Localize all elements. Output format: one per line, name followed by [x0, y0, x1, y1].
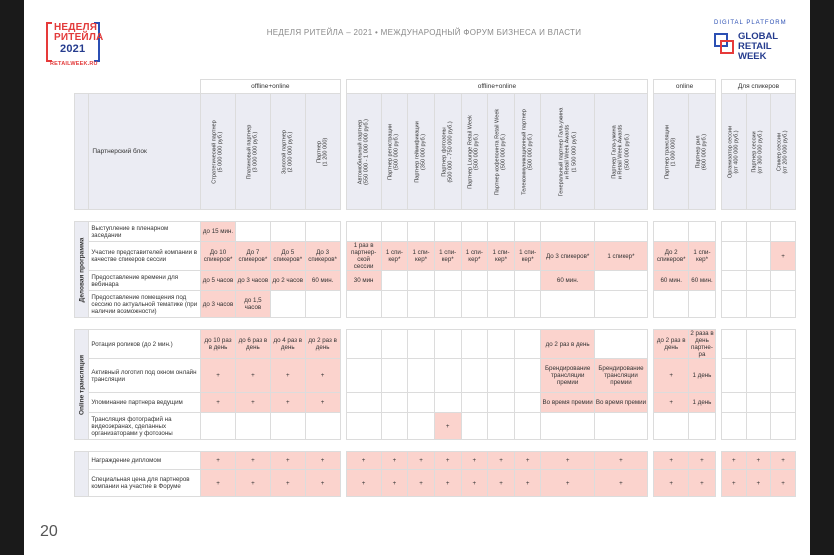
table-cell — [461, 271, 488, 291]
table-cell — [746, 393, 771, 413]
table-row — [75, 271, 796, 291]
table-cell — [594, 413, 647, 440]
page-number: 20 — [40, 523, 58, 540]
table-cell — [541, 222, 594, 242]
table-cell: + — [654, 452, 689, 470]
table-cell — [514, 393, 541, 413]
group-header: offline+online — [201, 80, 340, 94]
column-header-label: Партнер трансляции (1 000 000) — [664, 124, 678, 179]
table-cell: + — [514, 470, 541, 497]
column-header-label: Партнер Lounge Retail Week (500 000 руб.) — [468, 114, 481, 189]
logo-word-3: WEEK — [738, 51, 767, 62]
group-header: Для спикеров — [721, 80, 795, 94]
table-cell — [381, 359, 408, 393]
column-header — [721, 94, 746, 210]
table-cell: 60 мин. — [654, 271, 689, 291]
table-cell: + — [434, 470, 461, 497]
table-cell: 30 мин — [346, 271, 381, 291]
row-label: Упоминание партнера ведущим — [89, 393, 201, 413]
table-cell: До 10 спикеров* — [201, 242, 236, 271]
brochure-page — [24, 0, 810, 555]
column-header — [434, 94, 461, 210]
table-cell — [346, 393, 381, 413]
table-cell — [746, 242, 771, 271]
table-cell — [746, 413, 771, 440]
table-cell: 1 спи-кер* — [434, 242, 461, 271]
table-cell: 60 мин. — [689, 271, 716, 291]
column-header — [488, 94, 515, 210]
section-gap — [75, 318, 796, 330]
table-cell — [346, 359, 381, 393]
table-cell: + — [408, 470, 435, 497]
table-cell — [654, 291, 689, 318]
table-cell — [408, 393, 435, 413]
table-cell: + — [541, 452, 594, 470]
table-cell: 1 спи-кер* — [408, 242, 435, 271]
table-cell: + — [488, 470, 515, 497]
column-header — [514, 94, 541, 210]
table-cell — [514, 413, 541, 440]
table-cell: + — [434, 452, 461, 470]
table-cell — [381, 393, 408, 413]
table-cell: + — [346, 470, 381, 497]
table-cell: + — [771, 452, 796, 470]
table-cell: + — [541, 470, 594, 497]
table-cell: + — [746, 452, 771, 470]
table-cell: + — [461, 452, 488, 470]
column-header-label: Телекоммуникационный партнер (500 000 руб.) — [521, 108, 534, 195]
table-cell: до 5 часов — [201, 271, 236, 291]
table-cell — [689, 413, 716, 440]
table-cell — [689, 222, 716, 242]
table-cell: + — [381, 470, 408, 497]
table-cell: Во время премии — [594, 393, 647, 413]
table-cell: + — [408, 452, 435, 470]
table-cell — [488, 393, 515, 413]
table-cell: + — [654, 359, 689, 393]
table-cell — [721, 222, 746, 242]
table-row — [75, 242, 796, 271]
table-cell: + — [270, 470, 305, 497]
table-cell — [721, 393, 746, 413]
column-header — [201, 94, 236, 210]
table-cell: до 4 раз в день — [270, 330, 305, 359]
table-cell — [771, 330, 796, 359]
table-cell: 1 спи-кер* — [488, 242, 515, 271]
row-label: Выступление в пленарном заседании — [89, 222, 201, 242]
table-row — [75, 470, 796, 497]
column-header-label: Партнер (1 200 000) — [316, 137, 329, 166]
column-header — [408, 94, 435, 210]
column-header-row — [75, 94, 796, 210]
logo-word-1: GLOBAL — [738, 31, 779, 42]
section-title: Деловая программа — [78, 237, 86, 302]
section-gap-cell — [75, 210, 796, 222]
table-cell: 1 спи-кер* — [461, 242, 488, 271]
table-cell: до 10 раз в день — [201, 330, 236, 359]
table-cell — [746, 330, 771, 359]
table-cell — [721, 271, 746, 291]
table-cell — [771, 291, 796, 318]
table-cell: + — [235, 452, 270, 470]
table-row — [75, 393, 796, 413]
table-cell — [235, 222, 270, 242]
table-cell: До 5 спикеров* — [270, 242, 305, 271]
table-cell — [346, 413, 381, 440]
table-cell: до 2 раз в день — [654, 330, 689, 359]
column-header-label: Организатор сессии (от 400 000 руб.) — [727, 125, 740, 178]
table-cell — [514, 330, 541, 359]
table-cell: + — [235, 359, 270, 393]
table-cell — [305, 413, 340, 440]
table-cell — [514, 222, 541, 242]
table-cell — [514, 291, 541, 318]
logo-line-1: НЕДЕЛЯ — [54, 22, 98, 33]
table-cell: 1 спи-кер* — [689, 242, 716, 271]
table-cell — [746, 271, 771, 291]
table-cell: до 3 часов — [201, 291, 236, 318]
table-cell — [461, 359, 488, 393]
column-header — [689, 94, 716, 210]
table-row — [75, 291, 796, 318]
table-cell: 1 спикер* — [594, 242, 647, 271]
table-cell: + — [201, 359, 236, 393]
table-row — [75, 413, 796, 440]
table-cell: 1 день — [689, 393, 716, 413]
table-cell: + — [689, 470, 716, 497]
logo-frame-left — [46, 22, 52, 62]
table-cell — [201, 413, 236, 440]
table-cell: + — [270, 359, 305, 393]
table-cell — [488, 330, 515, 359]
table-cell — [488, 222, 515, 242]
table-cell: 1 спи-кер* — [514, 242, 541, 271]
global-retail-week-logo — [714, 20, 804, 76]
table-cell: До 3 спикеров* — [541, 242, 594, 271]
row-label: Ротация роликов (до 2 мин.) — [89, 330, 201, 359]
table-cell: + — [305, 470, 340, 497]
table-cell: до 2 раз в день — [305, 330, 340, 359]
row-label: Предоставление помещения под сессию по актуальной тематике (при наличии возможности) — [89, 291, 201, 318]
table-cell: + — [721, 470, 746, 497]
partnership-table — [74, 79, 796, 497]
table-cell: Во время премии — [541, 393, 594, 413]
table-cell: + — [721, 452, 746, 470]
logo-site: RETAILWEEK.RU — [50, 61, 98, 67]
table-cell: 1 спи-кер* — [381, 242, 408, 271]
table-cell: 60 мин. — [305, 271, 340, 291]
row-label: Предоставление времени для вебинара — [89, 271, 201, 291]
table-cell — [721, 359, 746, 393]
column-header — [270, 94, 305, 210]
table-cell: + — [305, 359, 340, 393]
table-row — [75, 330, 796, 359]
table-cell — [408, 330, 435, 359]
table-cell — [541, 413, 594, 440]
group-header: offline+online — [346, 80, 647, 94]
table-cell — [771, 222, 796, 242]
group-header-row — [75, 80, 796, 94]
table-cell: + — [235, 393, 270, 413]
column-header — [235, 94, 270, 210]
row-label: Специальная цена для партнеров компании на участие в Форуме — [89, 470, 201, 497]
table-row — [75, 359, 796, 393]
column-header-label: Платиновый партнер (3 000 000 руб.) — [246, 124, 259, 179]
table-cell — [771, 359, 796, 393]
table-cell — [381, 330, 408, 359]
logo-wordmark — [738, 32, 778, 62]
table-cell — [305, 291, 340, 318]
table-cell — [434, 291, 461, 318]
table-cell — [305, 222, 340, 242]
section-gap-cell — [75, 440, 796, 452]
table-cell — [346, 222, 381, 242]
table-cell: + — [434, 413, 461, 440]
platform-tag: DIGITAL PLATFORM — [714, 20, 787, 26]
table-cell — [721, 242, 746, 271]
logo-year: 2021 — [60, 43, 86, 55]
column-header — [346, 94, 381, 210]
table-cell: + — [305, 452, 340, 470]
column-header-label: Автомобильный партнер (550 000 - 1 000 000 руб.) — [357, 118, 370, 185]
column-header-label: Партнер фотозоны (500 000 - 750 000 руб.) — [441, 120, 454, 183]
table-cell — [654, 222, 689, 242]
table-cell — [270, 291, 305, 318]
column-header — [381, 94, 408, 210]
table-cell: до 2 раз в день — [541, 330, 594, 359]
table-cell — [434, 271, 461, 291]
table-cell: 2 раза в день партне-ра — [690, 330, 714, 358]
column-header-label: Партнер кофепоинта Retail Week (500 000 руб.) — [494, 108, 507, 195]
group-header: online — [654, 80, 716, 94]
table-cell: + — [201, 393, 236, 413]
table-cell: + — [771, 470, 796, 497]
table-row — [75, 452, 796, 470]
header-spacer — [75, 94, 89, 210]
logo-square-red — [720, 40, 734, 54]
table-cell — [721, 291, 746, 318]
section-title-cell — [75, 452, 89, 497]
row-label: Награждение дипломом — [89, 452, 201, 470]
section-title-cell — [75, 330, 89, 440]
table-cell — [270, 413, 305, 440]
column-header-label: Партнер сессии (от 300 000 руб.) — [752, 129, 765, 174]
table-cell — [381, 413, 408, 440]
table-cell — [541, 291, 594, 318]
table-cell — [461, 330, 488, 359]
table-cell: + — [488, 452, 515, 470]
table-cell — [488, 413, 515, 440]
table-cell — [461, 393, 488, 413]
table-cell — [594, 291, 647, 318]
table-cell: + — [654, 393, 689, 413]
table-cell: + — [235, 470, 270, 497]
corner-cell — [75, 80, 201, 94]
column-header — [594, 94, 647, 210]
table-cell — [746, 359, 771, 393]
table-cell — [746, 291, 771, 318]
table-cell: До 3 спикеров* — [305, 242, 340, 271]
column-header — [746, 94, 771, 210]
column-header-label: Генеральный партнер Гала-ужина и Retail Week Awards (1 500 000 руб.) — [558, 107, 577, 196]
table-cell: + — [594, 470, 647, 497]
table-cell: + — [654, 470, 689, 497]
table-cell — [488, 291, 515, 318]
page-header-title: НЕДЕЛЯ РИТЕЙЛА – 2021 • МЕЖДУНАРОДНЫЙ ФОРУМ БИЗНЕСА И ВЛАСТИ — [266, 28, 582, 37]
logo-word-2: RETAIL — [738, 41, 772, 52]
table-cell: + — [270, 393, 305, 413]
table-cell — [721, 330, 746, 359]
table-cell — [381, 291, 408, 318]
table-cell: + — [201, 470, 236, 497]
table-cell — [408, 271, 435, 291]
section-gap — [75, 440, 796, 452]
table-cell — [594, 271, 647, 291]
table-cell — [346, 291, 381, 318]
column-header-label: Спикер сессии (от 200 000 руб.) — [776, 129, 790, 174]
table-cell: до 15 мин. — [201, 222, 236, 242]
table-cell: 60 мин. — [541, 271, 594, 291]
section-gap — [75, 210, 796, 222]
table-cell — [771, 393, 796, 413]
column-header-label: Партнер регистрации (500 000 руб.) — [388, 123, 401, 180]
table-cell: + — [461, 470, 488, 497]
table-cell — [461, 291, 488, 318]
section-title-cell — [75, 222, 89, 318]
section-gap-cell — [75, 318, 796, 330]
column-header — [541, 94, 594, 210]
table-cell: до 3 часов — [235, 271, 270, 291]
table-cell — [270, 222, 305, 242]
column-header-label: Партнер геймификации (350 000 руб.) — [414, 120, 428, 183]
table-cell: 1 раз в партнер-ской сессии — [346, 242, 381, 271]
table-cell: + — [346, 452, 381, 470]
table-cell — [488, 271, 515, 291]
table-cell — [771, 413, 796, 440]
table-cell: Брендирование трансляции премии — [594, 359, 647, 393]
column-header — [771, 94, 796, 210]
logo-line-2: РИТЕЙЛА — [54, 32, 104, 43]
partner-block-label: Партнерский блок — [89, 94, 201, 210]
column-header-label: Партнер рил (600 000 руб.) — [695, 133, 708, 170]
table-cell — [594, 222, 647, 242]
row-label: Участие представителей компании в качестве спикеров сессии — [89, 242, 201, 271]
table-cell — [434, 393, 461, 413]
table-cell: + — [201, 452, 236, 470]
section-title: Online трансляция — [78, 354, 86, 415]
table-cell — [514, 271, 541, 291]
table-cell — [771, 271, 796, 291]
table-cell — [408, 222, 435, 242]
table-cell — [434, 359, 461, 393]
column-header — [305, 94, 340, 210]
row-label: Активный логотип под окном онлайн трансляции — [89, 359, 201, 393]
table-cell — [381, 222, 408, 242]
column-header-label: Партнер Гала-ужина и Retail Week Awards (500 000 руб.) — [611, 124, 631, 179]
table-cell — [408, 413, 435, 440]
table-cell — [461, 413, 488, 440]
table-cell: + — [305, 393, 340, 413]
column-header — [461, 94, 488, 210]
table-cell: + — [594, 452, 647, 470]
table-cell: + — [514, 452, 541, 470]
column-header — [654, 94, 689, 210]
table-cell: До 2 спикеров* — [654, 242, 689, 271]
table-cell — [235, 413, 270, 440]
table-cell: до 1,5 часов — [235, 291, 270, 318]
table-cell — [721, 413, 746, 440]
column-header-label: Золотой партнер (2 000 000 руб.) — [281, 129, 294, 174]
table-cell — [434, 330, 461, 359]
table-cell: Брендирование трансляции премии — [541, 359, 594, 393]
table-cell — [514, 359, 541, 393]
retail-week-logo — [46, 20, 114, 68]
table-cell: + — [689, 452, 716, 470]
table-cell: до 2 часов — [270, 271, 305, 291]
table-cell: + — [771, 242, 796, 271]
table-cell: До 7 спикеров* — [235, 242, 270, 271]
table-cell — [346, 330, 381, 359]
table-cell — [654, 413, 689, 440]
table-cell — [689, 291, 716, 318]
table-cell — [381, 271, 408, 291]
table-cell — [461, 222, 488, 242]
row-label: Трансляция фотографий на видеоэкранах, сделанных организаторами у фотозоны — [89, 413, 201, 440]
table-cell — [488, 359, 515, 393]
table-cell: + — [746, 470, 771, 497]
table-cell: 1 день — [689, 359, 716, 393]
table-cell — [434, 222, 461, 242]
table-cell: + — [270, 452, 305, 470]
table-cell — [594, 330, 647, 359]
table-cell — [408, 359, 435, 393]
table-row — [75, 222, 796, 242]
table-cell: + — [381, 452, 408, 470]
table-cell: до 6 раз в день — [235, 330, 270, 359]
table-cell — [408, 291, 435, 318]
table-cell — [746, 222, 771, 242]
column-header-label: Стратегический партнер (5 000 000 руб.) — [211, 119, 225, 184]
